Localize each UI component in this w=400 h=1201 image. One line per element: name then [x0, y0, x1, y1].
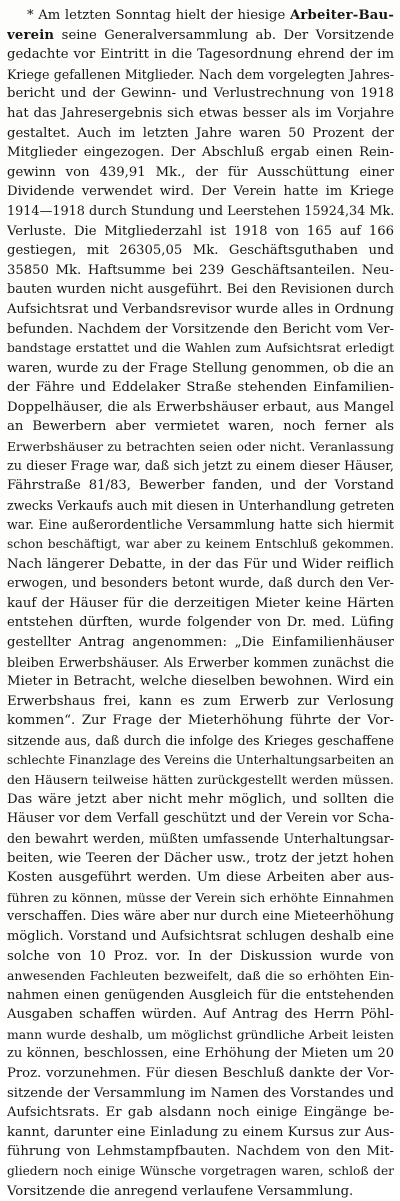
line-text: solche von 10 Proz. vor. In der Diskussion wurde von: [7, 948, 394, 964]
line-text: war. Eine außerordentliche Versammlung hatte sich hiermit: [7, 517, 394, 533]
line-text: kommen“. Zur Frage der Mieterhöhung führte der Vor-: [7, 713, 394, 729]
article-line: [7, 888, 394, 908]
article-line: [7, 1025, 394, 1045]
article-line: [7, 535, 394, 555]
line-text: gewinn von 439,91 Mk., der für Ausschüttung einer: [7, 164, 394, 180]
line-text: gliedern noch einige Wünsche vorgetragen waren, schloß der: [7, 1164, 394, 1179]
line-text: bandstage erstattet und die Wahlen zum Aufsichtsrat erledigt: [7, 341, 394, 356]
line-text: kannt, darunter eine Einladung zu einem Kursus zur Aus-: [7, 1124, 394, 1140]
line-text: sitzende aus, daß durch die infolge des Krieges geschaffene: [7, 732, 394, 748]
article-line: [7, 241, 394, 261]
article-line: [7, 613, 394, 633]
article-line: [7, 320, 394, 340]
article-line: [7, 1142, 394, 1162]
line-text: Proz. vorzunehmen. Für diesen Beschluß dankte der Vor-: [7, 1066, 394, 1082]
line-text: zwecks Verkaufs auch mit diesen in Unterhandlung getreten: [7, 497, 394, 513]
article-line: [7, 124, 394, 144]
line-text: mann wurde deshalb, um möglichst gründliche Arbeit leisten: [7, 1026, 394, 1042]
line-text: bleiben Erwerbshäuser. Als Erwerber kommen zunächst die: [7, 654, 394, 670]
article-line: [7, 457, 394, 477]
line-text: zu können, beschlossen, eine Erhöhung der Mieten um 20: [7, 1046, 394, 1062]
line-text: Fährstraße 81/83, Bewerber fanden, und der Vorstand: [7, 478, 394, 494]
line-text: möglich. Vorstand und Aufsichtsrat schlugen deshalb eine: [7, 928, 394, 944]
article-line: [7, 770, 394, 790]
article-line: [7, 222, 394, 242]
line-text: Aufsichtsrat und Verbandsrevisor wurde alles in Ordnung: [7, 301, 394, 317]
article-line: [7, 809, 394, 829]
line-text: Verluste. Die Mitgliederzahl ist 1918 von 165 auf 166: [7, 223, 394, 239]
line-text: schon beschäftigt, war aber zu keinem Entschluß gekommen.: [7, 537, 394, 552]
article-line: [7, 261, 394, 281]
article-line: [7, 594, 394, 614]
article-line: [7, 653, 394, 673]
line-text: gestaltet. Auch im letzten Jahre waren 50 Prozent der: [7, 125, 394, 141]
article-line: [7, 65, 394, 85]
article-line: [7, 868, 394, 888]
article-line: [7, 555, 394, 575]
article-line: [7, 849, 394, 869]
line-text-after: seine Generalversammlung ab. Der Vorsitzende: [54, 27, 394, 43]
line-text: nahmen einen genügenden Ausgleich für die entstehenden: [7, 987, 394, 1003]
article-line: [7, 751, 394, 771]
article-line: [7, 711, 394, 731]
article-line: [7, 45, 394, 65]
article-line: [7, 417, 394, 437]
article-line: [7, 574, 394, 594]
line-text: führen zu können, müsse der Verein sich erhöhte Einnahmen: [7, 889, 394, 905]
article-line: [7, 1064, 394, 1084]
article-line: [7, 143, 394, 163]
line-text: Aufsichtsrats. Er gab alsdann noch einige Eingänge be-: [7, 1105, 394, 1121]
article-line: [7, 1123, 394, 1143]
line-bold-text: Arbeiter-Bau-: [289, 8, 394, 23]
article-line: [7, 1182, 394, 1201]
line-text: Erwerbshäuser zu betrachten seien oder nicht. Veranlassung: [7, 439, 394, 455]
article-line: [7, 496, 394, 516]
line-text: gedachte vor Eintritt in die Tagesordnung ehrend der im: [7, 47, 394, 63]
article-line: [7, 672, 394, 692]
line-text: hat das Jahresergebnis sich etwas besser als im Vorjahre: [7, 105, 394, 121]
line-text: anwesenden Fachleuten bezweifelt, daß die so erhöhten Ein-: [7, 968, 394, 984]
line-text: entstehen dürften, wurde folgender von Dr. med. Lüfing: [7, 615, 394, 631]
line-text: Mieter in Betracht, welche dieselben bewohnen. Wird ein: [7, 674, 394, 690]
article-line: [7, 104, 394, 124]
line-text: Häuser vor dem Verfall geschützt und der Verein vor Scha-: [7, 811, 394, 827]
article-line: [7, 339, 394, 359]
line-text: den Häusern teilweise hätten zurückgestellt werden müssen.: [7, 772, 394, 788]
line-text: Mitglieder eingezogen. Der Abschluß ergab einen Rein-: [7, 145, 394, 161]
line-text: Dividende verwendet wird. Der Verein hatte im Kriege: [7, 184, 394, 200]
line-text: gestiegen, mit 26305,05 Mk. Geschäftsguthaben und: [7, 243, 394, 259]
line-text: 1914—1918 durch Stundung und Leerstehen 15924,34 Mk.: [7, 203, 394, 219]
line-text: Nach längerer Debatte, in der das Für und Wider reiflich: [7, 556, 394, 572]
line-text: erwogen, und besonders betont wurde, daß durch den Ver-: [7, 576, 394, 592]
line-text: Das wäre jetzt aber nicht mehr möglich, und sollten die: [7, 791, 394, 807]
article-line: [7, 986, 394, 1006]
article-line: [7, 163, 394, 183]
line-text: den bewahrt werden, müßten umfassende Unterhaltungsar-: [7, 830, 394, 846]
article-line: [7, 633, 394, 653]
line-text: kauf der Häuser für die derzeitigen Mieter keine Härten: [7, 595, 394, 611]
article-line: [7, 731, 394, 751]
article-line: [7, 1044, 394, 1064]
article-line: [7, 515, 394, 535]
article-line: [7, 378, 394, 398]
article-line: [7, 182, 394, 202]
article-line: [7, 1084, 394, 1104]
article-line: [7, 790, 394, 810]
article-line: [7, 437, 394, 457]
article-line: [7, 476, 394, 496]
line-text: an Bewerbern aber vermietet waren, noch ferner als: [7, 419, 394, 435]
line-text: beiten, wie Teeren der Dächer usw., trotz der jetzt hohen: [7, 850, 394, 866]
article-line: [7, 6, 394, 26]
line-text: Erwerbshaus frei, kann es zum Erwerb zur Verlosung: [7, 693, 394, 709]
line-bold-text: verein: [7, 27, 55, 43]
article-line: [7, 300, 394, 320]
line-text: der Fähre und Eddelaker Straße stehenden Einfamilien-: [7, 380, 394, 396]
line-text: Kriege gefallenen Mitglieder. Nach dem vorgelegten Jahres-: [7, 66, 394, 82]
line-text: Doppelhäuser, die als Erwerbshäuser erbaut, aus Mangel: [7, 399, 394, 415]
line-text: waren, wurde zu der Frage Stellung genommen, ob die an: [7, 360, 394, 376]
line-text: Am letzten Sonntag hielt der hiesige: [38, 8, 290, 23]
article-line: [7, 84, 394, 104]
article-line: [7, 947, 394, 967]
article-line: [7, 398, 394, 418]
line-text: bericht und der Gewinn- und Verlustrechnung von 1918: [7, 86, 394, 102]
line-text: schlechte Finanzlage des Vereins die Unterhaltungsarbeiten an: [7, 752, 394, 767]
line-text: verschaffen. Dies wäre aber nur durch eine Mieteerhöhung: [7, 909, 394, 925]
line-text: sitzende der Versammlung im Namen des Vorstandes und: [7, 1085, 394, 1101]
line-text: 35850 Mk. Haftsumme bei 239 Geschäftsanteilen. Neu-: [7, 262, 394, 278]
article-line: [7, 1162, 394, 1182]
article-line: [7, 1103, 394, 1123]
article-line: [7, 927, 394, 947]
line-text: gestellter Antrag angenommen: „Die Einfamilienhäuser: [7, 635, 394, 650]
article-line: [7, 359, 394, 379]
article-line: [7, 280, 394, 300]
line-text: befunden. Nachdem der Vorsitzende den Bericht vom Ver-: [7, 321, 394, 337]
line-text: führung von Lehmstampfbauten. Nachdem von den Mit-: [7, 1144, 394, 1160]
article-line: [7, 829, 394, 849]
line-text: Ausgaben schaffen würden. Auf Antrag des Herrn Pöhl-: [7, 1007, 394, 1023]
line-text: Kosten ausgeführt werden. Um diese Arbeiten aber aus-: [7, 870, 394, 886]
article-line: [7, 907, 394, 927]
article-line: [7, 26, 394, 46]
article-line: [7, 202, 394, 222]
line-text: zu dieser Frage war, daß sich jetzt zu einem dieser Häuser,: [7, 458, 394, 474]
article-line: [7, 692, 394, 712]
article-line: [7, 966, 394, 986]
line-text: Vorsitzende die anregend verlaufene Versammlung.: [7, 1183, 354, 1199]
line-text: bauten wurden nicht ausgeführt. Bei den Revisionen durch: [7, 282, 394, 298]
article-marker: *: [27, 8, 34, 23]
